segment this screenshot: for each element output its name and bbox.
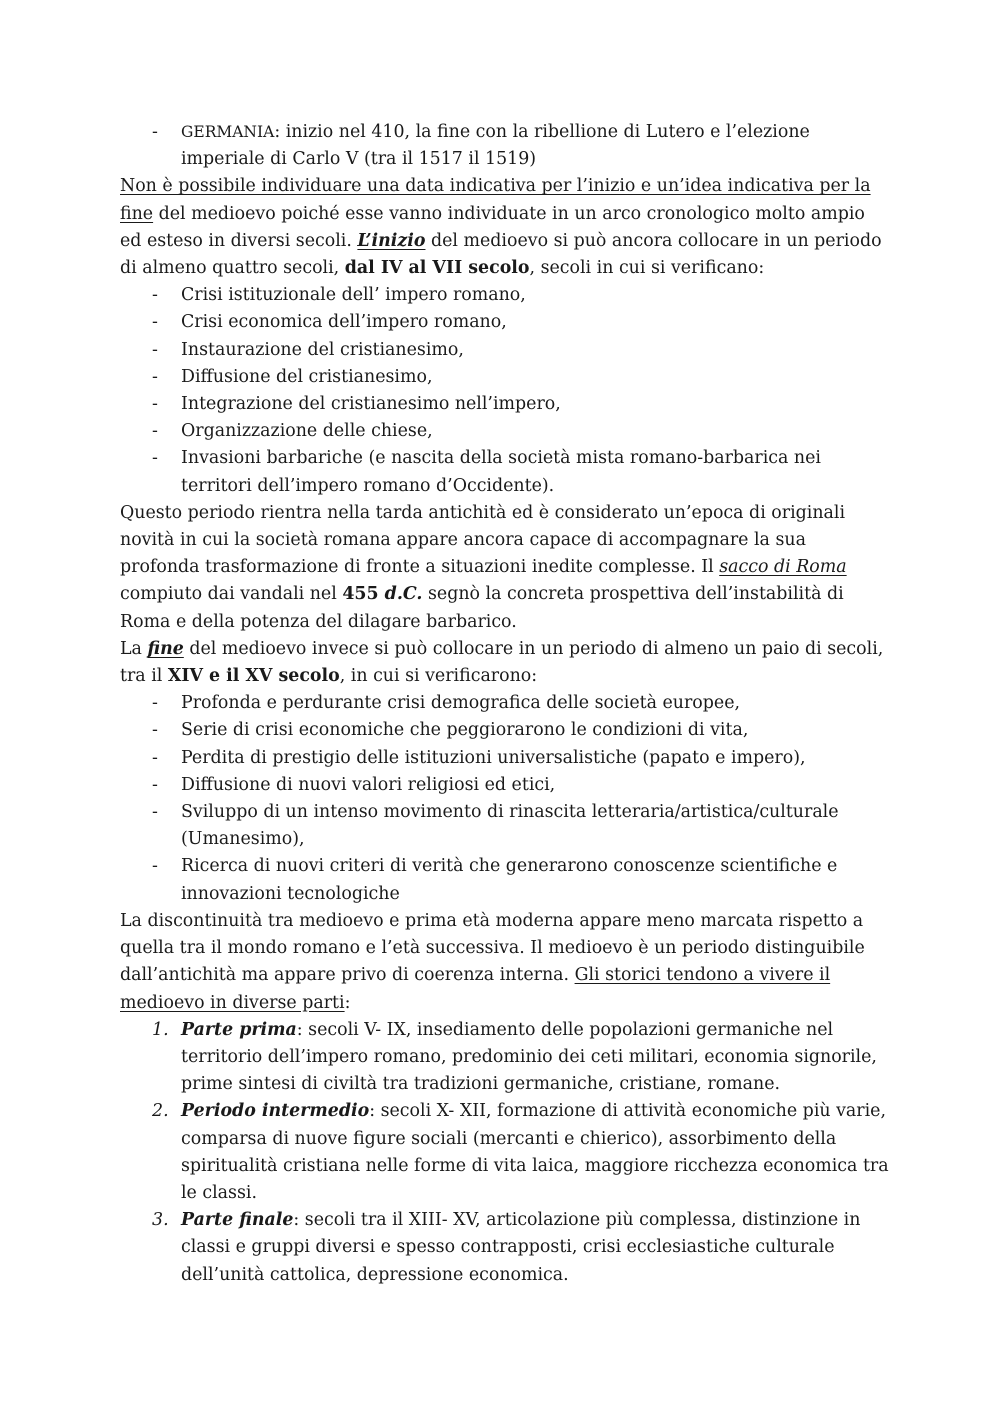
paragraph-end: La fine del medioevo invece si può collocare in un periodo di almeno un paio di secoli, tra il XIV e il XV secolo, in cui si verificarono: (120, 638, 884, 687)
bold-italic-dc: d.C. (384, 584, 423, 605)
list-item: - Ricerca di nuovi criteri di verità che generarono conoscenze scientifiche e innovazioni tecnologiche (120, 853, 890, 907)
list-item: - Organizzazione delle chiese, (120, 418, 890, 445)
period-title: Parte prima (181, 1019, 297, 1040)
dash-marker: - (152, 856, 158, 877)
emphasis-fine: fine (147, 638, 184, 659)
dash-marker: - (152, 774, 158, 795)
list-item: 1. Parte prima: secoli V- IX, insediamento delle popolazioni germaniche nel territorio dell’impero romano, predominio dei ceti militari, economia signorile, prime sintesi di civiltà tra tradizioni germaniche, cristiane, romane. (120, 1017, 890, 1099)
list-item: 3. Parte finale: secoli tra il XIII- XV, articolazione più complessa, distinzione in classi e gruppi diversi e spesso contrapposti, crisi ecclesiastiche culturale dell’unità cattolica, depressione economica. (120, 1207, 890, 1289)
dash-marker: - (152, 421, 158, 442)
underlined-sentence: Gli storici tendono a vivere il medioevo in diverse parti (120, 965, 831, 1013)
list-item: - Instaurazione del cristianesimo, (120, 337, 890, 364)
dash-marker: - (152, 339, 158, 360)
number-marker: 3. (152, 1210, 169, 1231)
list-item: 2. Periodo intermedio: secoli X- XII, formazione di attività economiche più varie, comparsa di nuove figure sociali (mercanti e chierico), assorbimento della spiritualità cristiana nelle forme di vita laica, maggiore ricchezza economica tra le classi. (120, 1098, 890, 1207)
periods-list (120, 1017, 890, 1289)
dash-marker: - (152, 285, 158, 306)
germania-text: : inizio nel 410, la fine con la ribellione di Lutero e l’elezione imperiale di Carlo V (tra il 1517 il 1519) (181, 122, 810, 170)
list-item: - Diffusione del cristianesimo, (120, 364, 890, 391)
list-item: - Perdita di prestigio delle istituzioni universalistiche (papato e impero), (120, 745, 890, 772)
list-item: - Diffusione di nuovi valori religiosi ed etici, (120, 772, 890, 799)
germania-label: GERMANIA (181, 123, 275, 141)
beginning-causes-list (120, 282, 890, 500)
dash-marker: - (152, 720, 158, 741)
list-item: - Profonda e perdurante crisi demografica delle società europee, (120, 690, 890, 717)
list-item: - Crisi economica dell’impero romano, (120, 309, 890, 336)
list-item: - Integrazione del cristianesimo nell’impero, (120, 391, 890, 418)
list-item (120, 119, 890, 173)
list-item: - Crisi istituzionale dell’ impero romano, (120, 282, 890, 309)
paragraph-discontinuity: La discontinuità tra medioevo e prima età moderna appare meno marcata rispetto a quella tra il mondo romano e l’età successiva. Il medioevo è un periodo distinguibile dall’antichità ma appare privo di coerenza interna. Gli storici tendono a vivere il medioevo in diverse parti: (120, 910, 865, 1013)
dash-marker: - (152, 693, 158, 714)
list-item: - Serie di crisi economiche che peggiorarono le condizioni di vita, (120, 717, 890, 744)
dash-marker: - (152, 747, 158, 768)
dash-marker: - (152, 394, 158, 415)
list-item: - Sviluppo di un intenso movimento di rinascita letteraria/artistica/culturale (Umanesimo), (120, 799, 890, 853)
paragraph-late-antiquity: Questo periodo rientra nella tarda antichità ed è considerato un’epoca di originali novità in cui la società romana appare ancora capace di accompagnare la sua profonda trasformazione di fronte a situazioni inedite complesse. Il sacco di Roma compiuto dai vandali nel 455 d.C. segnò la concreta prospettiva dell’instabilità di Roma e della potenza del dilagare barbarico. (120, 502, 847, 632)
paragraph-intro: Non è possibile individuare una data indicativa per l’inizio e un’idea indicativa per la fine del medioevo poiché esse vanno individuate in un arco cronologico molto ampio ed esteso in diversi secoli. L’inizio del medioevo si può ancora collocare in un periodo di almeno quattro secoli, dal IV al VII secolo, secoli in cui si verificano: (120, 176, 882, 279)
bold-year: 455 (342, 584, 385, 605)
emphasis-inizio: L’inizio (357, 230, 426, 251)
bold-period: dal IV al VII secolo (344, 258, 530, 279)
dash-marker: - (152, 366, 158, 387)
list-item: - Invasioni barbariche (e nascita della società mista romano-barbarica nei territori dell’impero romano d’Occidente). (120, 445, 890, 499)
end-causes-list (120, 690, 890, 908)
dash-marker: - (152, 802, 158, 823)
underlined-sentence: Non è possibile individuare una data indicativa per l’inizio e un’idea indicativa per la fine (120, 176, 871, 224)
period-title: Periodo intermedio (181, 1101, 370, 1122)
germania-list (120, 119, 890, 173)
number-marker: 1. (152, 1019, 169, 1040)
dash-marker: - (152, 312, 158, 333)
period-title: Parte finale (181, 1210, 294, 1231)
dash-marker: - (152, 122, 158, 142)
bold-centuries: XIV e il XV secolo (167, 666, 340, 687)
number-marker: 2. (152, 1101, 169, 1122)
sacco-di-roma: sacco di Roma (719, 557, 847, 578)
dash-marker: - (152, 448, 158, 469)
